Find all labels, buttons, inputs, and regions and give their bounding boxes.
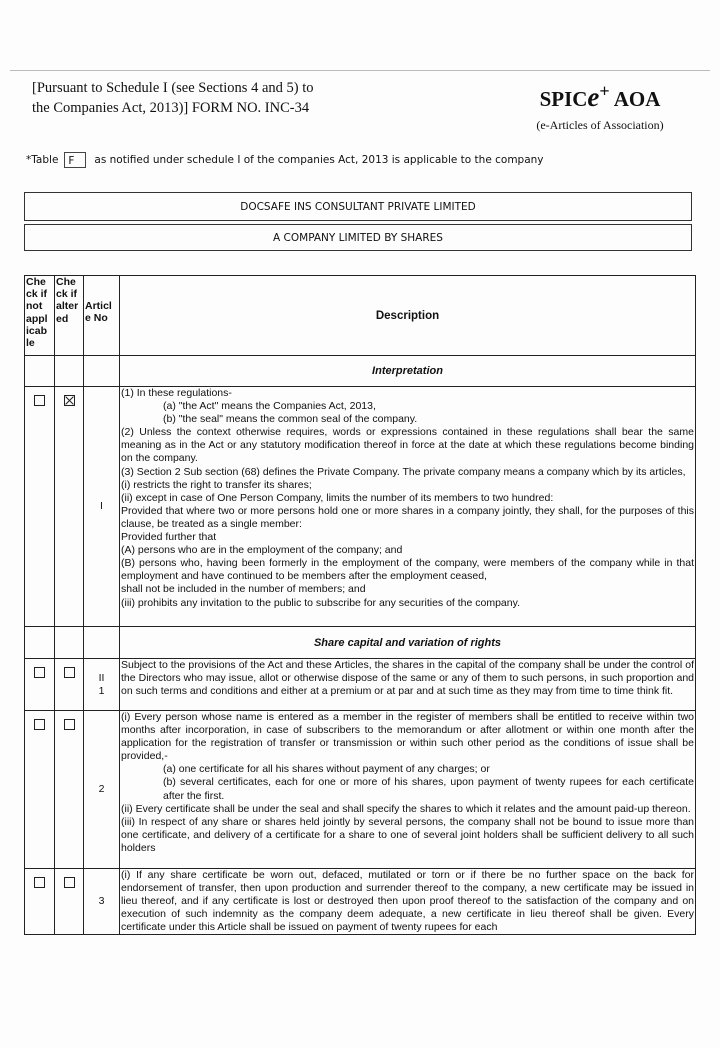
description-line: (b) several certificates, each for one or more of his shares, upon payment of twenty rupees for each certificate after the first. bbox=[163, 776, 694, 802]
header-label-line: icab bbox=[26, 324, 48, 337]
table-notice-prefix: *Table bbox=[26, 154, 59, 166]
col-description: Description bbox=[120, 276, 696, 356]
article-row bbox=[25, 659, 696, 711]
top-divider bbox=[10, 70, 710, 71]
article-description bbox=[120, 659, 696, 711]
description-line: (ii) except in case of One Person Company, limits the number of its members to two hundred: bbox=[121, 491, 554, 504]
header-label-line: Articl bbox=[85, 300, 112, 312]
table-notice-suffix: as notified under schedule I of the companies Act, 2013 is applicable to the company bbox=[94, 154, 544, 166]
altered-checkbox[interactable] bbox=[64, 719, 75, 730]
description-line: (2) Unless the context otherwise requires, words or expressions contained in these regulations shall bear the same meaning as in the Act or any statutory modification thereof in force at the date at which these regulations become binding on the company. bbox=[121, 426, 694, 465]
table-header-row bbox=[25, 276, 696, 356]
description-line: (a) one certificate for all his shares without payment of any charges; or bbox=[163, 763, 490, 776]
not-applicable-checkbox[interactable] bbox=[34, 667, 45, 678]
altered-checkbox[interactable] bbox=[64, 395, 75, 406]
article-description bbox=[120, 869, 696, 935]
article-row bbox=[25, 387, 696, 627]
header-label-line: not bbox=[26, 300, 43, 313]
description-line: (i) If any share certificate be worn out, defaced, mutilated or torn or if there be no further space on the back for endorsement of transfer, then upon production and surrender thereof to the company, a new certificate may be issued in lieu thereof, and if any certificate is lost or destroyed then upon proof thereof to the satisfaction of the company and on execution of such indemnity as the company deem adequate, a new certificate in lieu thereof shall be given. Every certificate under this Article shall be issued on payment of twenty rupees for each bbox=[121, 869, 694, 934]
description-line: (iii) prohibits any invitation to the public to subscribe for any securities of the company. bbox=[121, 596, 520, 609]
header-label-line: appl bbox=[26, 312, 48, 325]
article-description bbox=[120, 711, 696, 869]
description-line: (a) "the Act" means the Companies Act, 2013, bbox=[163, 400, 376, 413]
article-row bbox=[25, 711, 696, 869]
description-line: (3) Section 2 Sub section (68) defines the Private Company. The private company means a company which by its articles, bbox=[121, 465, 686, 478]
table-type-input[interactable]: F bbox=[64, 152, 86, 168]
company-type: A COMPANY LIMITED BY SHARES bbox=[24, 224, 692, 251]
header-label-line: ck if bbox=[56, 288, 78, 301]
not-applicable-checkbox[interactable] bbox=[34, 877, 45, 888]
article-row bbox=[25, 869, 696, 935]
col-altered bbox=[55, 276, 84, 356]
article-description bbox=[120, 387, 696, 627]
header-label-line: ck if bbox=[26, 288, 48, 301]
brand-title: SPICe+ AOA bbox=[539, 81, 661, 112]
description-line: (1) In these regulations- bbox=[121, 387, 232, 399]
not-applicable-checkbox[interactable] bbox=[34, 719, 45, 730]
description-line: (B) persons who, having been formerly in the employment of the company, were members of the company while in that employment and have continued to be members after the employment ceased, bbox=[121, 557, 694, 583]
header-label-line: Che bbox=[56, 276, 76, 288]
description-line: (ii) Every certificate shall be under the seal and shall specify the shares to which it relates and the amount paid-up thereon. bbox=[121, 802, 691, 815]
section-row bbox=[25, 356, 696, 387]
article-number: 3 bbox=[84, 869, 120, 935]
description-line: Provided further that bbox=[121, 531, 217, 544]
description-line: shall not be included in the number of members; and bbox=[121, 583, 366, 596]
description-line: (iii) In respect of any share or shares held jointly by several persons, the company shall not be bound to issue more than one certificate, and delivery of a certificate for a share to one of several joint holders shall be sufficient delivery to all such holders bbox=[121, 815, 694, 854]
articles-table bbox=[24, 275, 696, 935]
article-number: I bbox=[84, 387, 120, 627]
description-line: (A) persons who are in the employment of the company; and bbox=[121, 544, 403, 557]
header-label-line: ed bbox=[56, 312, 69, 325]
spice-aoa-logo bbox=[500, 76, 700, 133]
form-title-line2: the Companies Act, 2013)] FORM NO. INC-34 bbox=[32, 100, 310, 116]
description-line: Subject to the provisions of the Act and these Articles, the shares in the capital of the company shall be under the control of the Directors who may issue, allot or otherwise dispose of the same or any of them to such persons, in such proportion and on such terms and conditions and either at a premium or at par and at such time as they may from time to time think fit. bbox=[121, 659, 694, 698]
description-line: (i) Every person whose name is entered as a member in the register of members shall be entitled to receive within two months after incorporation, in case of subscribers to the memorandum or after allotment or within one month after the application for the registration of transfer or transmission or within such other period as the conditions of issue shall be provided,- bbox=[121, 711, 694, 763]
table-notice bbox=[26, 152, 686, 168]
article-number: II 1 bbox=[84, 659, 120, 711]
not-applicable-checkbox[interactable] bbox=[34, 395, 45, 406]
header-label-line: le bbox=[26, 337, 35, 350]
company-name: DOCSAFE INS CONSULTANT PRIVATE LIMITED bbox=[24, 192, 692, 221]
description-line: (i) restricts the right to transfer its shares; bbox=[121, 478, 312, 491]
description-line: Provided that where two or more persons hold one or more shares in a company jointly, they shall, for the purposes of this clause, be treated as a single member: bbox=[121, 504, 694, 530]
altered-checkbox[interactable] bbox=[64, 877, 75, 888]
section-title-share-capital: Share capital and variation of rights bbox=[120, 627, 696, 659]
col-article-no bbox=[84, 276, 120, 356]
header-label-line: Che bbox=[26, 276, 46, 288]
header-label-line: alter bbox=[56, 300, 79, 313]
col-not-applicable bbox=[25, 276, 55, 356]
description-line: (b) "the seal" means the common seal of the company. bbox=[163, 413, 418, 426]
section-row bbox=[25, 627, 696, 659]
altered-checkbox[interactable] bbox=[64, 667, 75, 678]
article-number: 2 bbox=[84, 711, 120, 869]
section-title-interpretation: Interpretation bbox=[120, 356, 696, 387]
form-header bbox=[32, 78, 432, 118]
header-label-line: e No bbox=[85, 312, 108, 325]
form-title-line1: [Pursuant to Schedule I (see Sections 4 and 5) to bbox=[32, 80, 314, 96]
brand-subtitle: (e-Articles of Association) bbox=[536, 118, 664, 132]
